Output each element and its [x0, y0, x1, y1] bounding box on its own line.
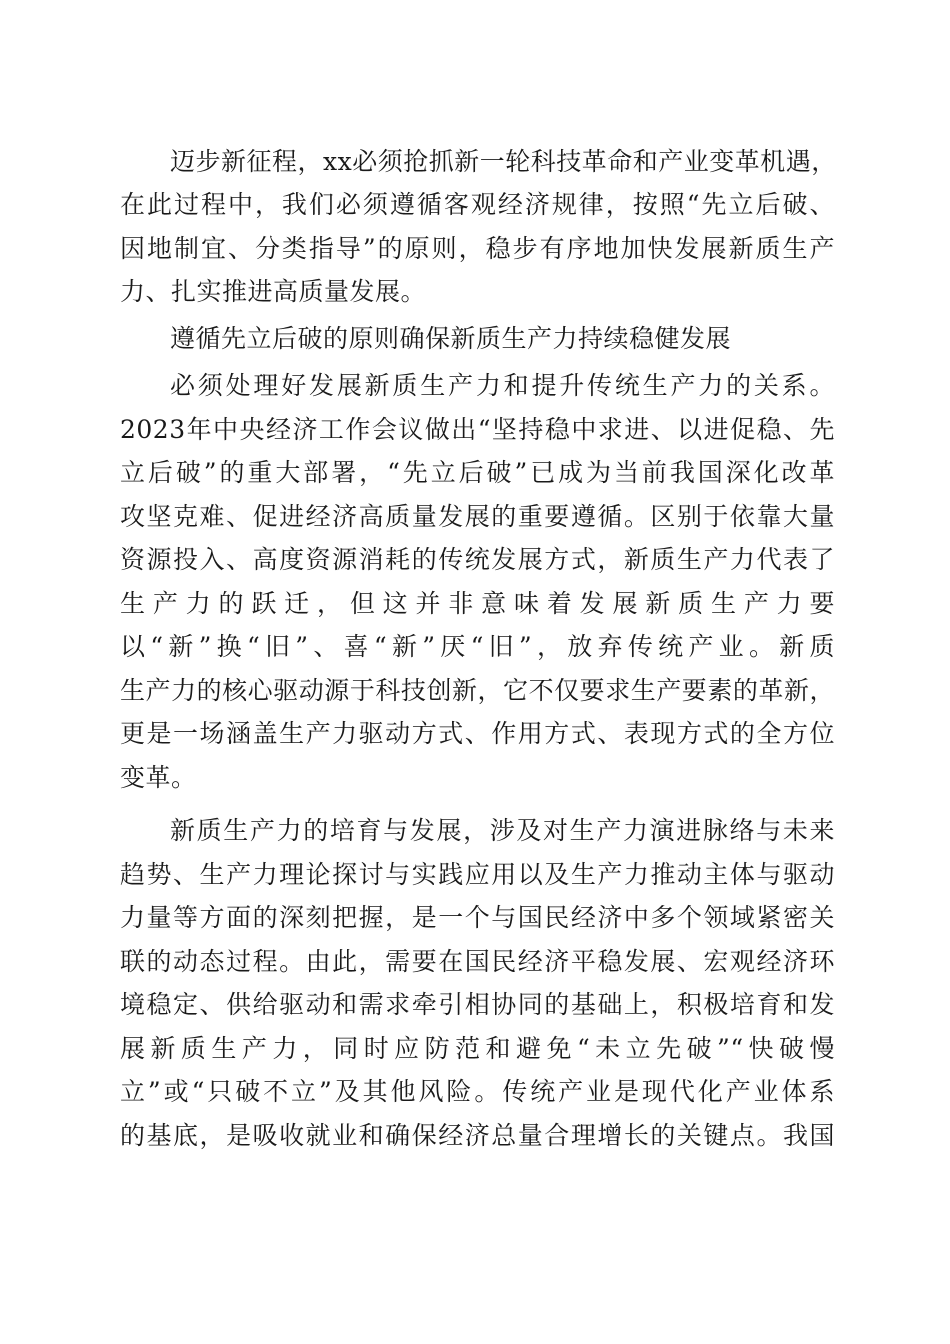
paragraph-2-line-6: 生产力的跃迁，但这并非意味着发展新质生产力要 — [120, 589, 835, 618]
paragraph-2-line-5: 资源投入、高度资源消耗的传统发展方式，新质生产力代表了 — [120, 545, 835, 574]
paragraph-1-line-4: 力、扎实推进高质量发展。 — [120, 277, 427, 306]
paragraph-1-line-2: 在此过程中，我们必须遵循客观经济规律，按照“先立后破、 — [120, 190, 835, 219]
paragraph-3-line-8: 的基底，是吸收就业和确保经济总量合理增长的关键点。我国 — [120, 1121, 835, 1150]
paragraph-2-line-4: 攻坚克难、促进经济高质量发展的重要遵循。区别于依靠大量 — [120, 502, 835, 531]
paragraph-2-line-1: 必须处理好发展新质生产力和提升传统生产力的关系。 — [170, 371, 835, 400]
paragraph-2-line-3: 立后破”的重大部署，“先立后破”已成为当前我国深化改革 — [120, 458, 835, 487]
paragraph-3-line-5: 境稳定、供给驱动和需求牵引相协同的基础上，积极培育和发 — [120, 990, 835, 1019]
paragraph-3-line-7: 立”或“只破不立”及其他风险。传统产业是现代化产业体系 — [120, 1077, 835, 1106]
section-heading: 遵循先立后破的原则确保新质生产力持续稳健发展 — [170, 324, 732, 353]
paragraph-3-line-1: 新质生产力的培育与发展，涉及对生产力演进脉络与未来 — [170, 816, 835, 845]
paragraph-1-line-1: 迈步新征程，xx必须抢抓新一轮科技革命和产业变革机遇， — [170, 147, 837, 176]
paragraph-2-line-10: 变革。 — [120, 763, 197, 792]
paragraph-1-line-3: 因地制宜、分类指导”的原则，稳步有序地加快发展新质生产 — [120, 234, 835, 263]
paragraph-2-line-9: 更是一场涵盖生产力驱动方式、作用方式、表现方式的全方位 — [120, 719, 835, 748]
paragraph-3-line-6: 展新质生产力，同时应防范和避免“未立先破”“快破慢 — [120, 1034, 835, 1063]
paragraph-2-line-7: 以“新”换“旧”、喜“新”厌“旧”，放弃传统产业。新质 — [120, 632, 835, 661]
paragraph-2-line-8: 生产力的核心驱动源于科技创新，它不仅要求生产要素的革新， — [120, 676, 835, 705]
paragraph-3-line-4: 联的动态过程。由此，需要在国民经济平稳发展、宏观经济环 — [120, 947, 835, 976]
paragraph-3-line-2: 趋势、生产力理论探讨与实践应用以及生产力推动主体与驱动 — [120, 860, 835, 889]
paragraph-3-line-3: 力量等方面的深刻把握，是一个与国民经济中多个领域紧密关 — [120, 903, 835, 932]
paragraph-2-line-2: 2023年中央经济工作会议做出“坚持稳中求进、以进促稳、先 — [120, 415, 835, 444]
